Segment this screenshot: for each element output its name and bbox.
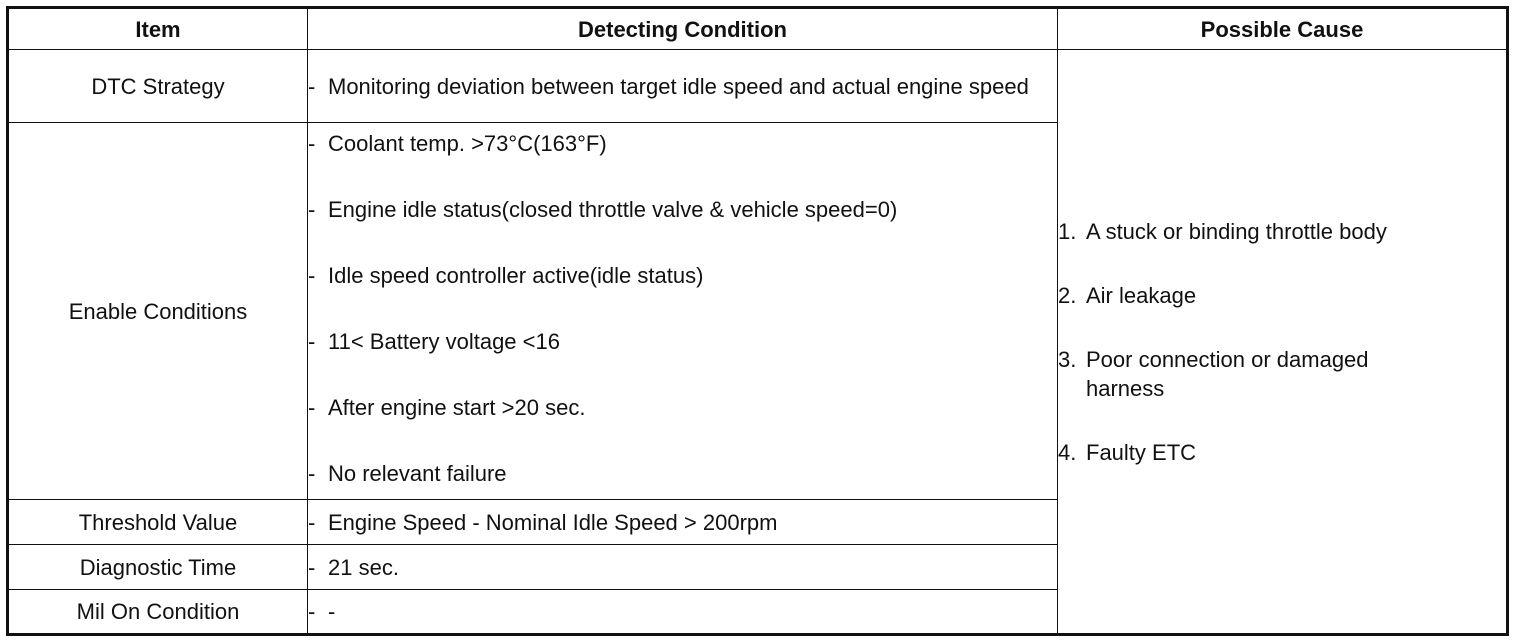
bullet-dash: - bbox=[308, 554, 316, 580]
condition-line bbox=[308, 72, 1057, 101]
condition-line bbox=[308, 327, 1057, 356]
bullet-dash: - bbox=[308, 329, 316, 354]
cause-number: 3. bbox=[1058, 346, 1077, 372]
cause-item bbox=[1058, 438, 1506, 467]
header-possible-cause: Possible Cause bbox=[1058, 8, 1508, 50]
conditions-enable bbox=[308, 123, 1058, 500]
cause-text: Faulty ETC bbox=[1086, 439, 1197, 465]
condition-line bbox=[308, 597, 1057, 626]
condition-text: Monitoring deviation between target idle speed and actual engine speed bbox=[328, 73, 1029, 99]
bullet-dash: - bbox=[308, 599, 316, 624]
condition-text: Idle speed controller active(idle status) bbox=[328, 263, 704, 288]
dtc-table bbox=[6, 6, 1509, 636]
item-threshold-value: Threshold Value bbox=[8, 500, 308, 545]
table-header-row bbox=[8, 8, 1508, 50]
conditions-threshold bbox=[308, 500, 1058, 545]
condition-text: Engine idle status(closed throttle valve & vehicle speed=0) bbox=[328, 197, 898, 222]
bullet-dash: - bbox=[308, 131, 316, 156]
condition-text: Engine Speed - Nominal Idle Speed > 200rpm bbox=[328, 509, 778, 535]
conditions-diagnostic-time bbox=[308, 545, 1058, 590]
cause-text: Air leakage bbox=[1086, 282, 1197, 308]
possible-cause-cell bbox=[1058, 50, 1508, 635]
item-enable-conditions: Enable Conditions bbox=[8, 123, 308, 500]
condition-text: 11< Battery voltage <16 bbox=[328, 329, 560, 354]
possible-cause-list bbox=[1058, 217, 1506, 467]
bullet-dash: - bbox=[308, 73, 316, 99]
cause-item bbox=[1058, 345, 1506, 403]
header-item: Item bbox=[8, 8, 308, 50]
cause-item bbox=[1058, 281, 1506, 310]
condition-line bbox=[308, 261, 1057, 290]
condition-line bbox=[308, 129, 1057, 158]
cause-text: A stuck or binding throttle body bbox=[1086, 218, 1387, 244]
condition-text: Coolant temp. >73°C(163°F) bbox=[328, 131, 607, 156]
condition-line bbox=[308, 508, 1057, 537]
condition-line bbox=[308, 393, 1057, 422]
condition-line bbox=[308, 553, 1057, 582]
bullet-dash: - bbox=[308, 461, 316, 486]
condition-line bbox=[308, 195, 1057, 224]
condition-text: 21 sec. bbox=[328, 554, 399, 580]
bullet-dash: - bbox=[308, 197, 316, 222]
bullet-dash: - bbox=[308, 509, 316, 535]
cause-number: 1. bbox=[1058, 218, 1077, 244]
cause-text: Poor connection or damaged harness bbox=[1086, 346, 1369, 401]
condition-text: No relevant failure bbox=[328, 461, 507, 486]
item-dtc-strategy: DTC Strategy bbox=[8, 50, 308, 123]
cause-number: 2. bbox=[1058, 282, 1077, 308]
bullet-dash: - bbox=[308, 395, 316, 420]
conditions-dtc-strategy bbox=[308, 50, 1058, 123]
item-diagnostic-time: Diagnostic Time bbox=[8, 545, 308, 590]
document-page bbox=[6, 6, 1509, 636]
condition-line bbox=[308, 459, 1057, 488]
cause-number: 4. bbox=[1058, 439, 1077, 465]
item-mil-on-condition: Mil On Condition bbox=[8, 590, 308, 635]
table-row-dtc-strategy bbox=[8, 50, 1508, 123]
header-detecting-condition: Detecting Condition bbox=[308, 8, 1058, 50]
conditions-mil-on bbox=[308, 590, 1058, 635]
condition-text: After engine start >20 sec. bbox=[328, 395, 586, 420]
bullet-dash: - bbox=[308, 263, 316, 288]
condition-text: - bbox=[328, 599, 336, 624]
cause-item bbox=[1058, 217, 1506, 246]
enable-condition-list bbox=[308, 123, 1057, 490]
